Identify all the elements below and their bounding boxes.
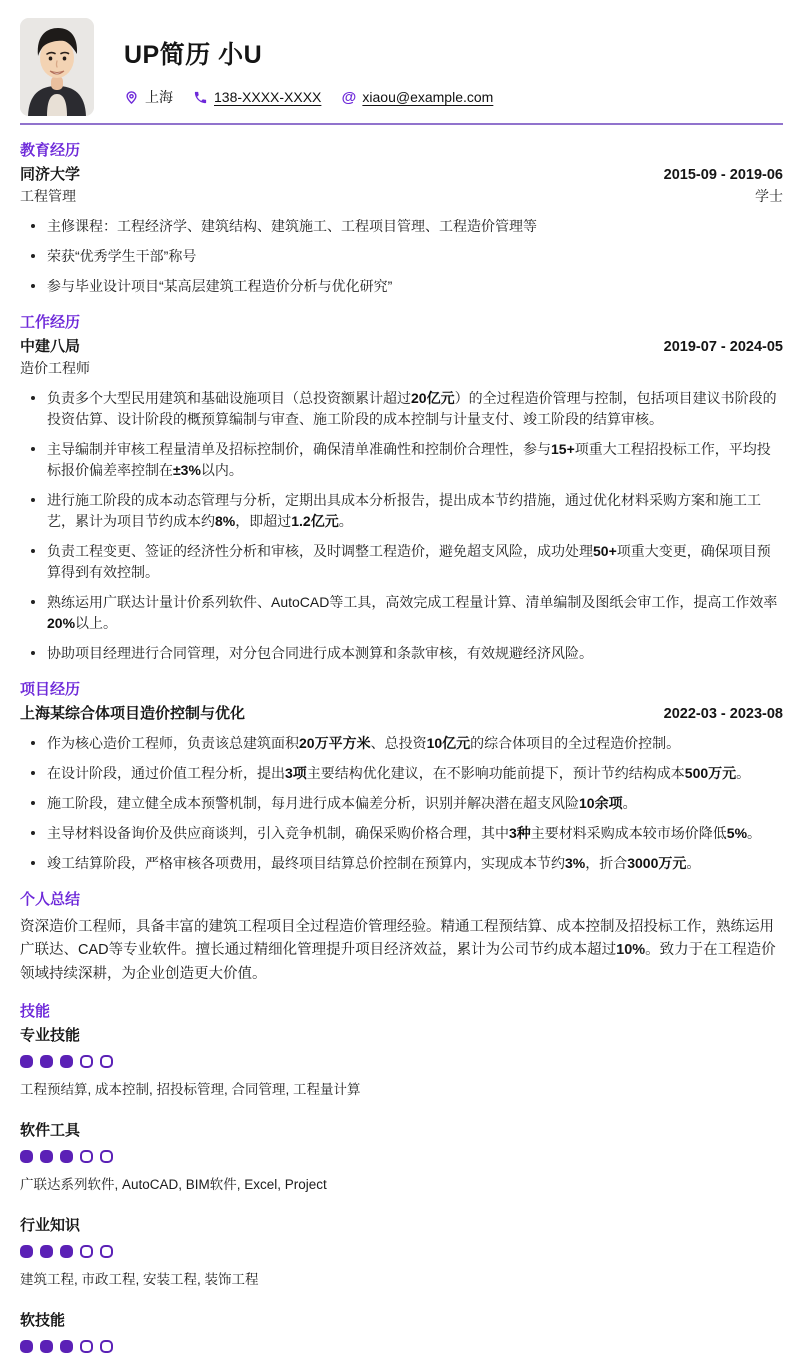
- rating-dot-filled: [60, 1055, 73, 1068]
- work-date-range: 2019-07 - 2024-05: [663, 339, 783, 355]
- work-entry-sub: [20, 358, 783, 378]
- rating-dot-empty: [100, 1340, 113, 1353]
- rating-dot-filled: [20, 1245, 33, 1258]
- skill-group-industry: [20, 1214, 783, 1288]
- skill-keywords: 建筑工程, 市政工程, 安装工程, 装饰工程: [20, 1272, 259, 1288]
- education-entry-head: [20, 163, 783, 184]
- skill-rating: [20, 1055, 783, 1068]
- at-sign-icon: @: [341, 88, 357, 106]
- list-item: 施工阶段，建立健全成本预警机制，每月进行成本偏差分析，识别并解决潜在超支风险10余项。: [20, 793, 783, 814]
- rating-dot-filled: [60, 1245, 73, 1258]
- skill-keywords: 工程预结算, 成本控制, 招投标管理, 合同管理, 工程量计算: [20, 1082, 361, 1098]
- skill-group-name: 专业技能: [20, 1027, 81, 1045]
- section-education: [20, 142, 783, 297]
- list-item: 主修课程：工程经济学、建筑结构、建筑施工、工程项目管理、工程造价管理等: [20, 216, 783, 237]
- rating-dot-filled: [60, 1340, 73, 1353]
- rating-dot-filled: [40, 1340, 53, 1353]
- section-title-skills: 技能: [20, 1003, 51, 1021]
- skill-group-soft: [20, 1309, 783, 1353]
- list-item: 竣工结算阶段，严格审核各项费用，最终项目结算总价控制在预算内，实现成本节约3%，折合3000万元。: [20, 853, 783, 874]
- contact-location: [124, 87, 173, 107]
- project-date-range: 2022-03 - 2023-08: [663, 706, 783, 722]
- section-summary: [20, 891, 783, 986]
- list-item: 在设计阶段，通过价值工程分析，提出3项主要结构优化建议，在不影响功能前提下，预计节约结构成本500万元。: [20, 763, 783, 784]
- phone-icon: [193, 90, 208, 105]
- skill-rating: [20, 1245, 783, 1258]
- list-item: 荣获“优秀学生干部”称号: [20, 246, 783, 267]
- section-title-project: 项目经历: [20, 681, 81, 698]
- resume-header: [20, 18, 783, 116]
- education-date-range: 2015-09 - 2019-06: [663, 167, 783, 183]
- skill-group-name: 软技能: [20, 1312, 66, 1330]
- project-name: 上海某综合体项目造价控制与优化: [20, 705, 246, 722]
- rating-dot-filled: [20, 1340, 33, 1353]
- company-name: 中建八局: [20, 338, 81, 355]
- list-item: 负责工程变更、签证的经济性分析和审核，及时调整工程造价，避免超支风险，成功处理50+项重大变更，确保项目预算得到有效控制。: [20, 541, 783, 583]
- skill-keywords: 广联达系列软件, AutoCAD, BIM软件, Excel, Project: [20, 1177, 327, 1193]
- major-name: 工程管理: [20, 188, 76, 204]
- header-text-block: [124, 18, 493, 107]
- skill-group-name: 软件工具: [20, 1122, 81, 1140]
- summary-paragraph: 资深造价工程师，具备丰富的建筑工程项目全过程造价管理经验。精通工程预结算、成本控制及招投标工作，熟练运用广联达、CAD等专业软件。擅长通过精细化管理提升项目经济效益，累计为公司节约成本超过10%。致力于在工程造价领域持续深耕，为企业创造更大价值。: [20, 919, 776, 982]
- degree-name: 学士: [755, 188, 783, 204]
- profile-photo-illustration: [20, 18, 94, 116]
- rating-dot-filled: [40, 1245, 53, 1258]
- skill-group-name: 行业知识: [20, 1217, 81, 1235]
- rating-dot-empty: [100, 1245, 113, 1258]
- school-name: 同济大学: [20, 166, 81, 183]
- education-entry-sub: [20, 186, 783, 206]
- rating-dot-filled: [40, 1055, 53, 1068]
- rating-dot-empty: [100, 1055, 113, 1068]
- list-item: 主导编制并审核工程量清单及招标控制价，确保清单准确性和控制价合理性，参与15+项重大工程招投标工作，平均投标报价偏差率控制在±3%以内。: [20, 439, 783, 481]
- section-project: [20, 681, 783, 874]
- candidate-name: UP简历 小U: [124, 41, 263, 69]
- contact-phone: [193, 89, 321, 105]
- rating-dot-filled: [60, 1150, 73, 1163]
- rating-dot-empty: [80, 1245, 93, 1258]
- section-work: [20, 314, 783, 664]
- list-item: 进行施工阶段的成本动态管理与分析，定期出具成本分析报告，提出成本节约措施，通过优化材料采购方案和施工工艺，累计为项目节约成本约8%，即超过1.2亿元。: [20, 490, 783, 532]
- contact-email: [341, 89, 493, 105]
- section-skills: [20, 1003, 783, 1353]
- list-item: 作为核心造价工程师，负责该总建筑面积20万平方米、总投资10亿元的综合体项目的全过程造价控制。: [20, 733, 783, 754]
- list-item: 熟练运用广联达计量计价系列软件、AutoCAD等工具，高效完成工程量计算、清单编制及图纸会审工作，提高工作效率20%以上。: [20, 592, 783, 634]
- list-item: 负责多个大型民用建筑和基础设施项目（总投资额累计超过20亿元）的全过程造价管理与控制，包括项目建议书阶段的投资估算、设计阶段的概预算编制与审查、施工阶段的成本控制与计量支付、竣工阶段的结算审核。: [20, 388, 783, 430]
- skill-group-professional: [20, 1024, 783, 1098]
- rating-dot-filled: [20, 1150, 33, 1163]
- rating-dot-empty: [80, 1150, 93, 1163]
- list-item: 参与毕业设计项目“某高层建筑工程造价分析与优化研究”: [20, 276, 783, 297]
- rating-dot-empty: [100, 1150, 113, 1163]
- list-item: 主导材料设备询价及供应商谈判，引入竞争机制，确保采购价格合理，其中3种主要材料采购成本较市场价降低5%。: [20, 823, 783, 844]
- section-title-education: 教育经历: [20, 142, 81, 159]
- rating-dot-filled: [20, 1055, 33, 1068]
- project-entry-head: [20, 702, 783, 723]
- location-text: 上海: [145, 89, 173, 105]
- job-title: 造价工程师: [20, 360, 90, 376]
- work-bullet-list: [20, 388, 783, 664]
- profile-photo: [20, 18, 94, 116]
- section-title-summary: 个人总结: [20, 891, 81, 908]
- location-pin-icon: [124, 90, 139, 105]
- header-divider: [20, 123, 783, 125]
- education-bullet-list: [20, 216, 783, 297]
- rating-dot-empty: [80, 1340, 93, 1353]
- contact-row: [124, 87, 493, 107]
- rating-dot-filled: [40, 1150, 53, 1163]
- phone-link[interactable]: 138-XXXX-XXXX: [214, 89, 322, 105]
- skill-rating: [20, 1150, 783, 1163]
- skill-rating: [20, 1340, 783, 1353]
- skill-group-software: [20, 1119, 783, 1193]
- project-bullet-list: [20, 733, 783, 874]
- list-item: 协助项目经理进行合同管理，对分包合同进行成本测算和条款审核，有效规避经济风险。: [20, 643, 783, 664]
- work-entry-head: [20, 335, 783, 356]
- section-title-work: 工作经历: [20, 314, 81, 331]
- email-link[interactable]: xiaou@example.com: [362, 89, 494, 105]
- rating-dot-empty: [80, 1055, 93, 1068]
